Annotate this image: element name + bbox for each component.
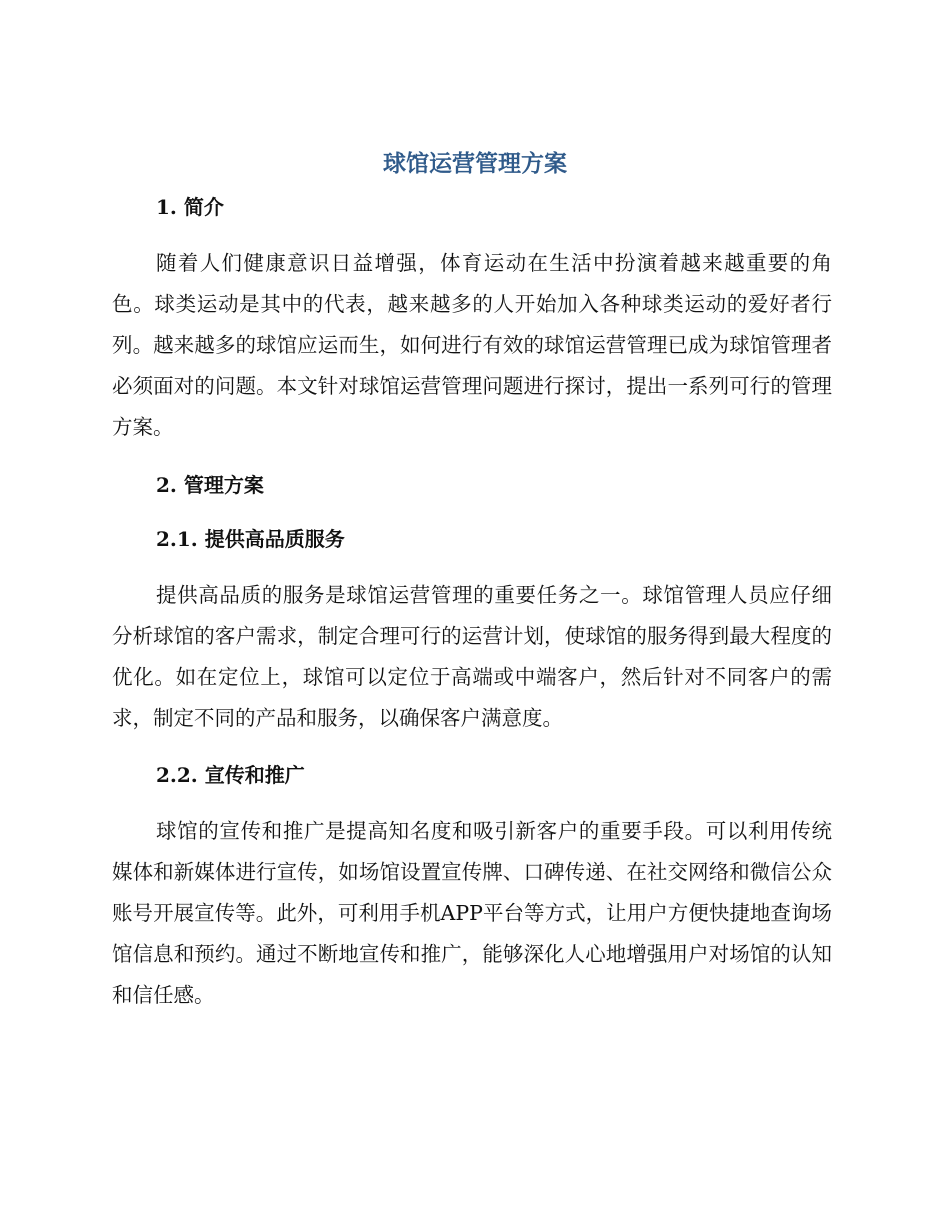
section-heading-service: 2.1. 提供高品质服务	[156, 527, 345, 551]
paragraph-intro: 随着人们健康意识日益增强，体育运动在生活中扮演着越来越重要的角色。球类运动是其中的代表，越来越多的人开始加入各种球类运动的爱好者行列。越来越多的球馆应运而生，如何进行有效的球馆运营管理已成为球馆管理者必须面对的问题。本文针对球馆运营管理问题进行探讨，提出一系列可行的管理方案。	[112, 251, 832, 439]
section-heading-plan: 2. 管理方案	[156, 473, 264, 497]
paragraph-service: 提供高品质的服务是球馆运营管理的重要任务之一。球馆管理人员应仔细分析球馆的客户需求，制定合理可行的运营计划，使球馆的服务得到最大程度的优化。如在定位上，球馆可以定位于高端或中端客户，然后针对不同客户的需求，制定不同的产品和服务，以确保客户满意度。	[112, 583, 832, 730]
section-heading-promo: 2.2. 宣传和推广	[156, 763, 305, 787]
paragraph-promo: 球馆的宣传和推广是提高知名度和吸引新客户的重要手段。可以利用传统媒体和新媒体进行宣传，如场馆设置宣传牌、口碑传递、在社交网络和微信公众账号开展宣传等。此外，可利用手机APP平台等方式，让用户方便快捷地查询场馆信息和预约。通过不断地宣传和推广，能够深化人心地增强用户对场馆的认知和信任感。	[112, 819, 832, 1007]
document-title: 球馆运营管理方案	[383, 151, 567, 177]
section-heading-intro: 1. 简介	[156, 195, 224, 219]
